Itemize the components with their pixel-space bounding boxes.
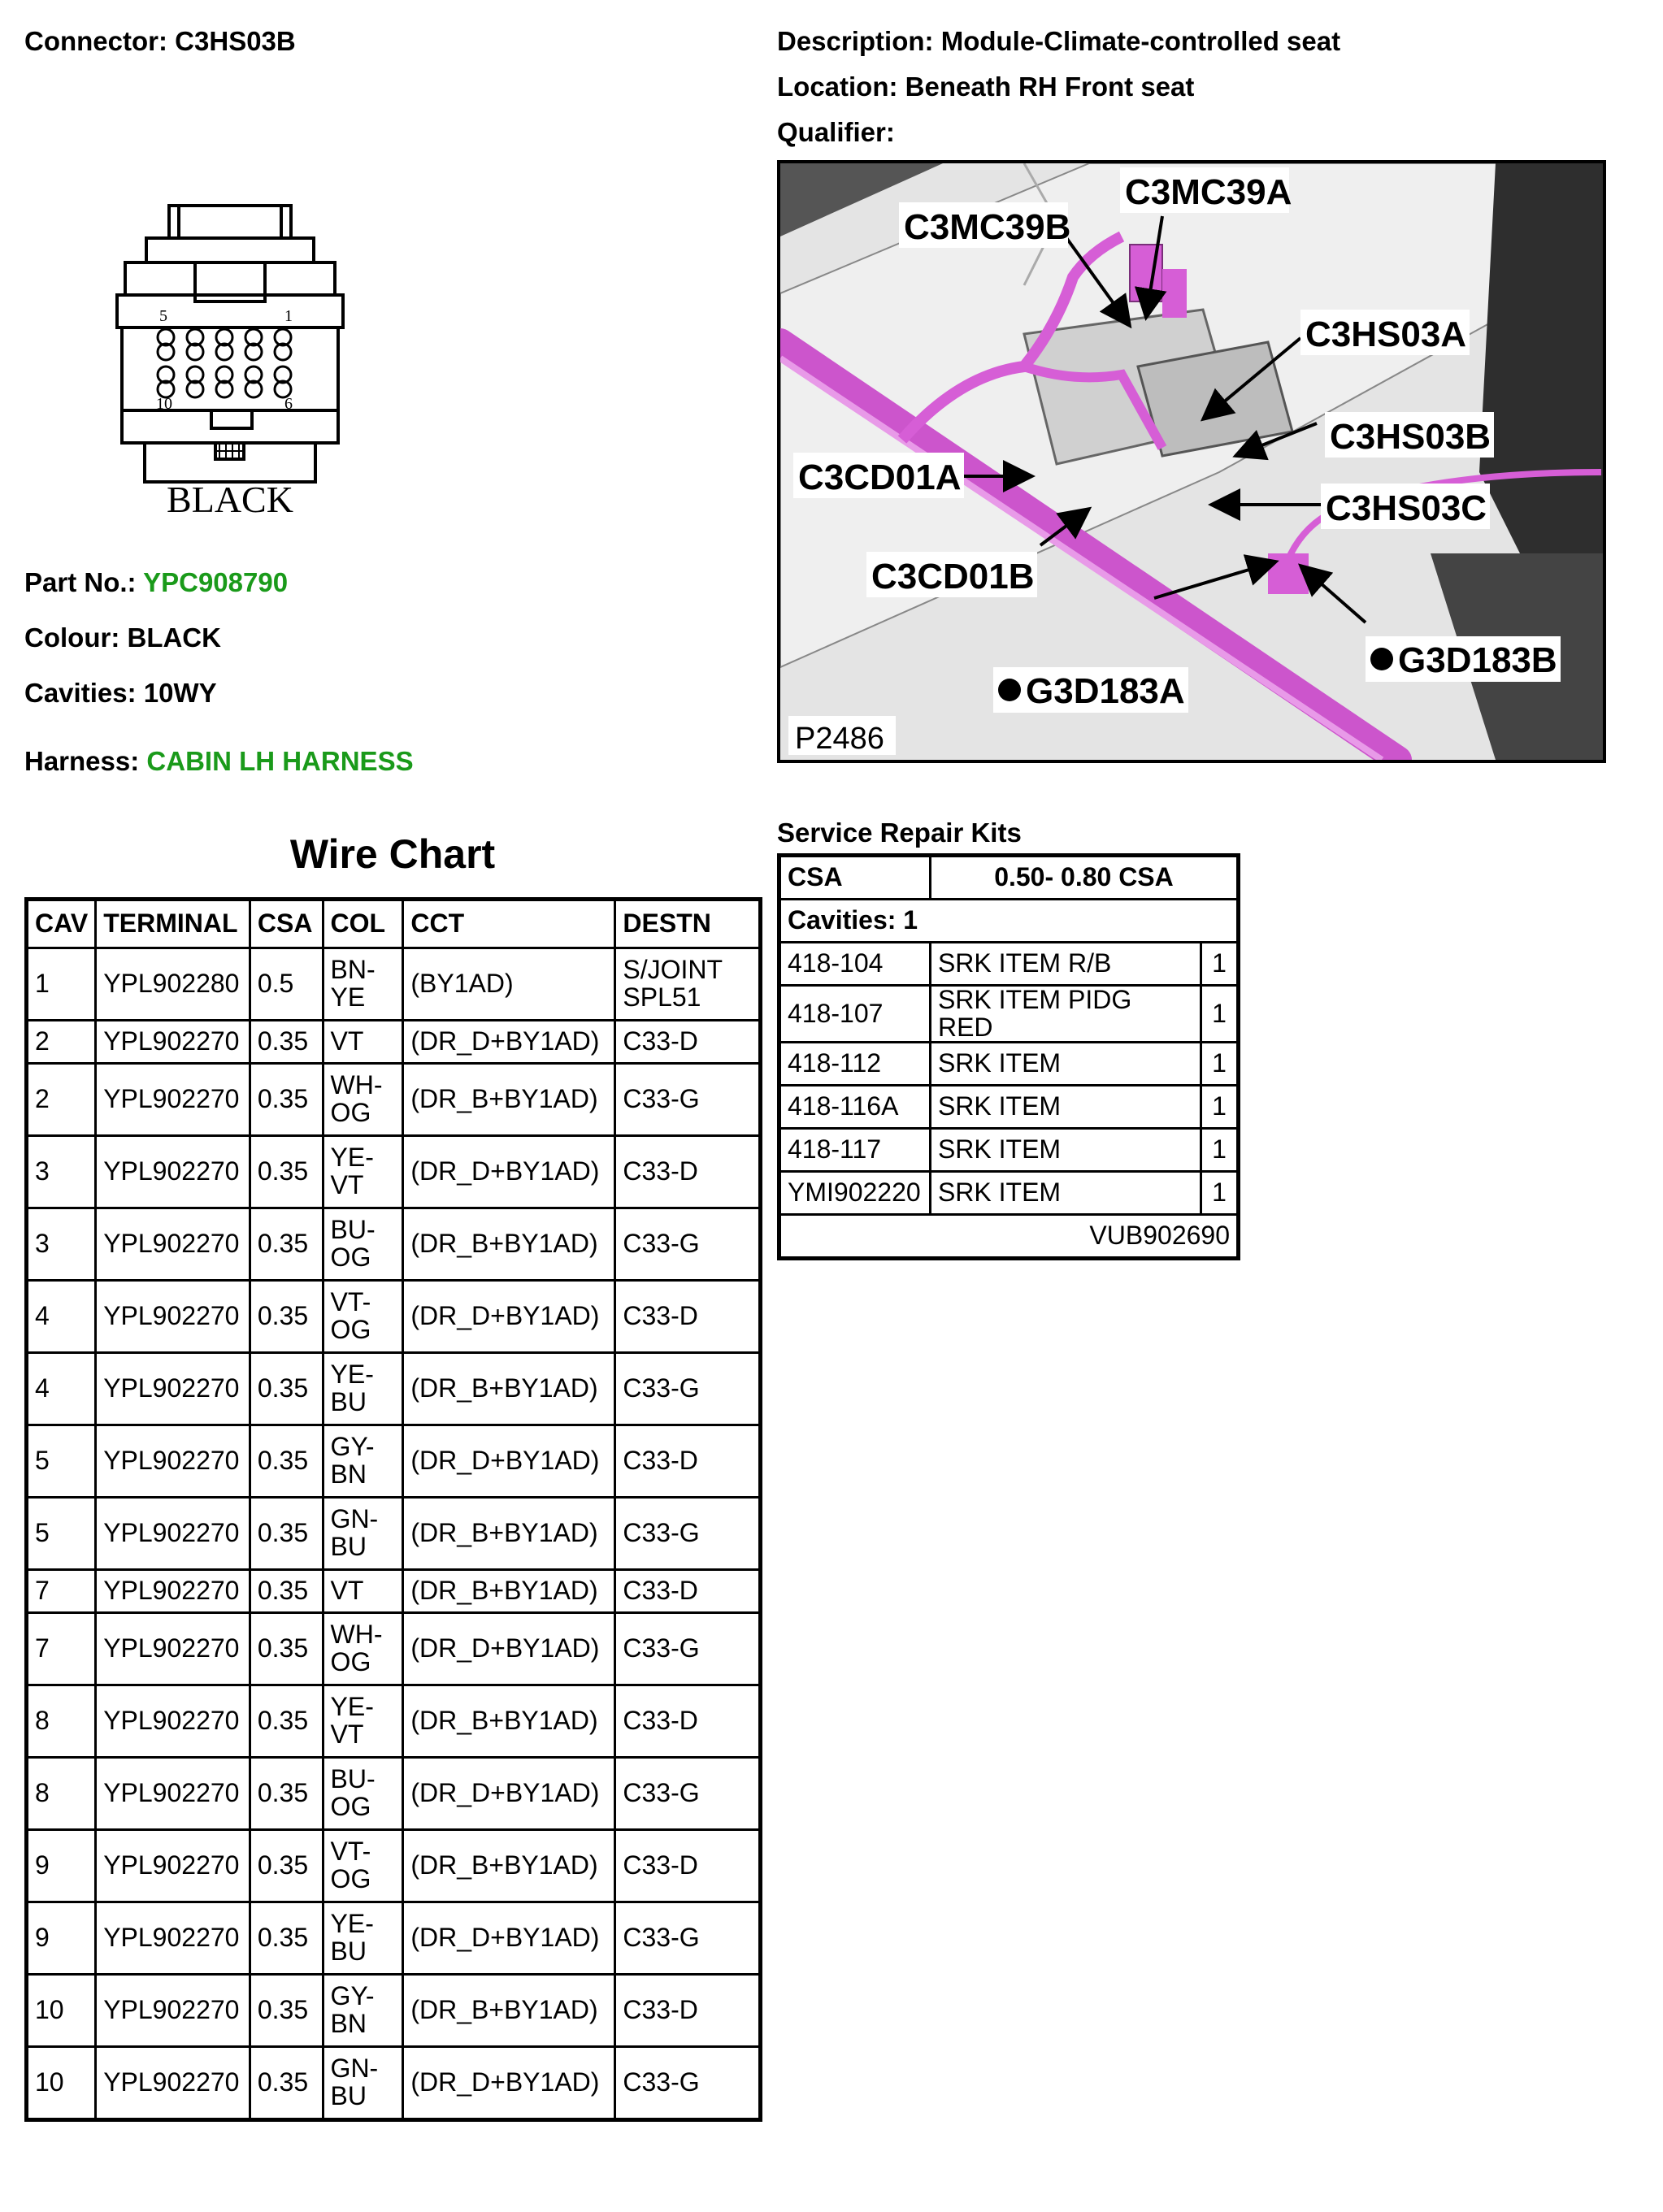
col-header-cct: CCT — [403, 900, 615, 948]
kit-desc: SRK ITEM — [930, 1086, 1201, 1129]
cell-col-line-2: VT — [330, 1170, 364, 1199]
cell-cav: 7 — [27, 1570, 96, 1613]
table-row — [27, 1021, 761, 1064]
cell-terminal: YPL902270 — [96, 1281, 250, 1353]
harness-line — [24, 746, 414, 777]
callout-c3mc39a: C3MC39A — [1125, 172, 1292, 212]
table-row — [27, 1830, 761, 1902]
cell-destn-line-1: C33-D — [623, 1446, 698, 1476]
cell-col — [323, 1208, 403, 1281]
table-row — [27, 1208, 761, 1281]
cell-cav: 8 — [27, 1685, 96, 1758]
table-row — [27, 1902, 761, 1975]
cell-csa: 0.35 — [250, 1613, 323, 1685]
cell-col-line-1: YE- — [330, 1143, 374, 1173]
cell-terminal: YPL902270 — [96, 1064, 250, 1136]
cell-cav: 10 — [27, 2047, 96, 2120]
cell-destn-line-1: C33-G — [623, 1633, 700, 1663]
cell-destn-line-1: C33-D — [623, 1576, 698, 1606]
colour-line — [24, 622, 221, 653]
cell-cav: 4 — [27, 1353, 96, 1425]
cell-col-line-2: OG — [330, 1792, 371, 1821]
cell-cav: 5 — [27, 1425, 96, 1498]
qualifier-line — [777, 117, 895, 148]
cell-terminal: YPL902270 — [96, 1021, 250, 1064]
cell-csa: 0.35 — [250, 1498, 323, 1570]
cell-col-line-1: VT- — [330, 1287, 371, 1317]
part-number-value: YPC908790 — [143, 567, 289, 597]
kit-desc: SRK ITEM PIDG RED — [930, 986, 1201, 1043]
kit-row — [779, 1043, 1239, 1086]
cell-terminal: YPL902270 — [96, 1685, 250, 1758]
connector-value: C3HS03B — [175, 26, 296, 56]
cell-cct: (DR_B+BY1AD) — [403, 1064, 615, 1136]
cell-terminal: YPL902270 — [96, 1613, 250, 1685]
callout-c3hs03a: C3HS03A — [1305, 314, 1467, 354]
kit-qty: 1 — [1201, 1172, 1239, 1215]
cell-destn — [615, 1975, 761, 2047]
cell-destn-line-1: C33-D — [623, 1301, 698, 1331]
kit-row — [779, 1086, 1239, 1129]
cell-col-line-1: WH- — [330, 1070, 383, 1100]
location-image — [777, 160, 1606, 763]
pin-1-label: 1 — [284, 307, 293, 325]
cell-col-line-2: OG — [330, 1315, 371, 1344]
connector-label: Connector: — [24, 26, 167, 56]
connector-face-drawing — [114, 199, 350, 516]
kits-cavities-label: Cavities: 1 — [779, 900, 1239, 943]
description-line — [777, 26, 1340, 57]
cell-cct: (DR_D+BY1AD) — [403, 1613, 615, 1685]
table-row — [27, 948, 761, 1021]
qualifier-label: Qualifier: — [777, 117, 895, 147]
cell-cav: 7 — [27, 1613, 96, 1685]
cell-terminal: YPL902270 — [96, 2047, 250, 2120]
table-row — [27, 1498, 761, 1570]
cell-terminal: YPL902270 — [96, 1902, 250, 1975]
cavities-value: 10WY — [143, 678, 217, 708]
connector-face-icon — [114, 199, 350, 516]
cell-terminal: YPL902270 — [96, 1353, 250, 1425]
kit-qty: 1 — [1201, 1129, 1239, 1172]
table-row — [27, 1685, 761, 1758]
cell-col — [323, 1498, 403, 1570]
cell-destn — [615, 1353, 761, 1425]
cell-csa: 0.35 — [250, 1208, 323, 1281]
cell-cct: (DR_B+BY1AD) — [403, 1830, 615, 1902]
cell-terminal: YPL902270 — [96, 1975, 250, 2047]
kits-footer-code: VUB902690 — [779, 1215, 1239, 1259]
cell-col-line-2: VT — [330, 1720, 364, 1749]
cell-col-line-1: BU- — [330, 1764, 376, 1794]
kit-desc: SRK ITEM R/B — [930, 943, 1201, 986]
wire-chart-title: Wire Chart — [289, 831, 496, 877]
cell-cav: 4 — [27, 1281, 96, 1353]
cell-col-line-1: GN- — [330, 2054, 379, 2084]
kit-code: 418-112 — [779, 1043, 931, 1086]
kits-csa-row — [779, 856, 1239, 900]
cell-col — [323, 1064, 403, 1136]
cell-cav: 9 — [27, 1902, 96, 1975]
cell-destn-line-1: C33-G — [623, 1229, 700, 1259]
cell-csa: 0.35 — [250, 1425, 323, 1498]
cell-csa: 0.35 — [250, 1830, 323, 1902]
cell-terminal: YPL902270 — [96, 1425, 250, 1498]
table-row — [27, 1570, 761, 1613]
callout-c3cd01a: C3CD01A — [798, 458, 962, 497]
cell-destn — [615, 1570, 761, 1613]
cell-cav: 9 — [27, 1830, 96, 1902]
kit-row — [779, 986, 1239, 1043]
cell-csa: 0.35 — [250, 1353, 323, 1425]
wire-chart-body — [27, 948, 761, 2120]
cell-col-line-1: GY- — [330, 1432, 375, 1462]
kits-footer-row — [779, 1215, 1239, 1259]
col-header-cav: CAV — [27, 900, 96, 948]
colour-value: BLACK — [127, 622, 221, 653]
col-header-csa: CSA — [250, 900, 323, 948]
cell-col — [323, 1902, 403, 1975]
image-code: P2486 — [795, 722, 884, 756]
cell-csa: 0.35 — [250, 1136, 323, 1208]
kit-qty: 1 — [1201, 943, 1239, 986]
col-header-terminal: TERMINAL — [96, 900, 250, 948]
connector-header — [24, 26, 296, 57]
cell-col-line-1: VT- — [330, 1837, 371, 1867]
cell-cav: 1 — [27, 948, 96, 1021]
cell-col — [323, 1353, 403, 1425]
cell-destn — [615, 1758, 761, 1830]
cell-cav: 10 — [27, 1975, 96, 2047]
cell-cct: (DR_B+BY1AD) — [403, 1353, 615, 1425]
cavities-line — [24, 678, 217, 709]
table-row — [27, 1975, 761, 2047]
table-row — [27, 1613, 761, 1685]
cell-col-line-2: BU — [330, 1387, 367, 1416]
table-row — [27, 1281, 761, 1353]
cell-cct: (DR_B+BY1AD) — [403, 1570, 615, 1613]
cell-col — [323, 1613, 403, 1685]
part-number-line — [24, 567, 288, 598]
cell-cav: 2 — [27, 1064, 96, 1136]
cell-terminal: YPL902270 — [96, 1758, 250, 1830]
wire-chart-header-row — [27, 900, 761, 948]
kit-qty: 1 — [1201, 1043, 1239, 1086]
cell-terminal: YPL902270 — [96, 1498, 250, 1570]
repair-kits-body — [779, 856, 1239, 1259]
colour-label: Colour: — [24, 622, 120, 653]
cell-col — [323, 1830, 403, 1902]
cell-destn-line-1: C33-G — [623, 1778, 700, 1808]
cell-col — [323, 1425, 403, 1498]
cell-csa: 0.35 — [250, 1685, 323, 1758]
cell-col-line-2: BU — [330, 2081, 367, 2110]
cell-col-line-2: OG — [330, 1647, 371, 1676]
pin-10-label: 10 — [156, 395, 172, 413]
cell-destn-line-1: C33-D — [623, 1995, 698, 2025]
cell-destn — [615, 1685, 761, 1758]
cell-col — [323, 1685, 403, 1758]
col-header-destn: DESTN — [615, 900, 761, 948]
table-row — [27, 1353, 761, 1425]
cell-cct: (DR_D+BY1AD) — [403, 1136, 615, 1208]
harness-label: Harness: — [24, 746, 140, 776]
kit-qty: 1 — [1201, 1086, 1239, 1129]
cell-col — [323, 1021, 403, 1064]
part-number-label: Part No.: — [24, 567, 137, 597]
cell-cct: (DR_D+BY1AD) — [403, 1021, 615, 1064]
table-row — [27, 2047, 761, 2120]
cell-destn-line-1: C33-G — [623, 1923, 700, 1953]
cell-csa: 0.5 — [250, 948, 323, 1021]
kit-row — [779, 1172, 1239, 1215]
kit-row — [779, 943, 1239, 986]
location-value: Beneath RH Front seat — [905, 72, 1195, 102]
cell-col — [323, 1281, 403, 1353]
cell-col-line-2: YE — [330, 982, 366, 1012]
repair-kits-title: Service Repair Kits — [777, 818, 1022, 848]
cavities-label: Cavities: — [24, 678, 137, 708]
kit-row — [779, 1129, 1239, 1172]
kits-csa-label: CSA — [779, 856, 931, 900]
cell-destn — [615, 1208, 761, 1281]
kit-code: 418-104 — [779, 943, 931, 986]
location-line — [777, 72, 1194, 102]
cell-cct: (DR_D+BY1AD) — [403, 1758, 615, 1830]
cell-col-line-2: BU — [330, 1937, 367, 1966]
kit-code: YMI902220 — [779, 1172, 931, 1215]
harness-value: CABIN LH HARNESS — [146, 746, 414, 776]
location-label: Location: — [777, 72, 898, 102]
cell-col — [323, 1758, 403, 1830]
pin-6-label: 6 — [284, 395, 293, 413]
kits-cavities-row — [779, 900, 1239, 943]
cell-col — [323, 2047, 403, 2120]
cell-cav: 3 — [27, 1208, 96, 1281]
cell-col-line-1: VT — [330, 1026, 364, 1056]
callout-g3d183b: G3D183B — [1398, 640, 1557, 680]
cell-terminal: YPL902270 — [96, 1830, 250, 1902]
cell-col-line-2: BN — [330, 1459, 367, 1489]
vehicle-floor-illustration — [780, 163, 1603, 760]
cell-cav: 8 — [27, 1758, 96, 1830]
callout-c3hs03b: C3HS03B — [1330, 417, 1491, 457]
cell-terminal: YPL902270 — [96, 1136, 250, 1208]
cell-destn — [615, 1136, 761, 1208]
cell-col — [323, 948, 403, 1021]
cell-csa: 0.35 — [250, 1758, 323, 1830]
cell-destn-line-1: C33-G — [623, 2067, 700, 2097]
kit-code: 418-116A — [779, 1086, 931, 1129]
kit-code: 418-117 — [779, 1129, 931, 1172]
cell-csa: 0.35 — [250, 1021, 323, 1064]
cell-cct: (DR_D+BY1AD) — [403, 1425, 615, 1498]
cell-destn-line-2: SPL51 — [623, 982, 701, 1012]
cell-csa: 0.35 — [250, 1281, 323, 1353]
cell-destn — [615, 2047, 761, 2120]
cell-terminal: YPL902280 — [96, 948, 250, 1021]
kit-code: 418-107 — [779, 986, 931, 1043]
cell-cct: (BY1AD) — [403, 948, 615, 1021]
cell-destn-line-1: C33-D — [623, 1156, 698, 1186]
callout-c3cd01b: C3CD01B — [871, 557, 1035, 596]
cell-col-line-2: BU — [330, 1532, 367, 1561]
cell-col — [323, 1136, 403, 1208]
cell-col — [323, 1570, 403, 1613]
kit-desc: SRK ITEM — [930, 1172, 1201, 1215]
cell-col-line-1: YE- — [330, 1909, 374, 1939]
cell-col-line-1: YE- — [330, 1692, 374, 1722]
cell-col-line-1: BU- — [330, 1215, 376, 1245]
cell-destn — [615, 1281, 761, 1353]
cell-col-line-2: OG — [330, 1243, 371, 1272]
cell-destn — [615, 1613, 761, 1685]
cell-destn — [615, 1425, 761, 1498]
wire-chart-table — [24, 897, 762, 2122]
description-value: Module-Climate-controlled seat — [940, 26, 1341, 56]
description-label: Description: — [777, 26, 934, 56]
cell-cav: 5 — [27, 1498, 96, 1570]
repair-kits-table — [777, 853, 1240, 1260]
table-row — [27, 1064, 761, 1136]
cell-destn-line-1: C33-G — [623, 1373, 700, 1403]
cell-col-line-2: OG — [330, 1864, 371, 1893]
cell-terminal: YPL902270 — [96, 1570, 250, 1613]
cell-col — [323, 1975, 403, 2047]
cell-cct: (DR_D+BY1AD) — [403, 1902, 615, 1975]
cell-destn — [615, 948, 761, 1021]
cell-cct: (DR_B+BY1AD) — [403, 1975, 615, 2047]
cell-destn-line-1: C33-D — [623, 1026, 698, 1056]
cell-destn-line-1: C33-G — [623, 1518, 700, 1548]
cell-col-line-1: WH- — [330, 1620, 383, 1650]
table-row — [27, 1136, 761, 1208]
kits-csa-value: 0.50- 0.80 CSA — [930, 856, 1238, 900]
cell-destn — [615, 1902, 761, 1975]
kit-qty: 1 — [1201, 986, 1239, 1043]
cell-destn — [615, 1021, 761, 1064]
cell-cct: (DR_D+BY1AD) — [403, 1281, 615, 1353]
cell-col-line-1: GN- — [330, 1504, 379, 1534]
table-row — [27, 1758, 761, 1830]
cell-cct: (DR_B+BY1AD) — [403, 1208, 615, 1281]
cell-col-line-1: GY- — [330, 1981, 375, 2011]
kit-desc: SRK ITEM — [930, 1129, 1201, 1172]
pin-5-label: 5 — [159, 307, 167, 325]
cell-destn-line-1: C33-D — [623, 1706, 698, 1736]
cell-col-line-2: BN — [330, 2009, 367, 2038]
table-row — [27, 1425, 761, 1498]
cell-cav: 2 — [27, 1021, 96, 1064]
connector-colour-caption: BLACK — [167, 479, 293, 516]
cell-cct: (DR_B+BY1AD) — [403, 1498, 615, 1570]
callout-c3mc39b: C3MC39B — [904, 207, 1071, 247]
cell-csa: 0.35 — [250, 1975, 323, 2047]
cell-csa: 0.35 — [250, 1064, 323, 1136]
callout-c3hs03c: C3HS03C — [1326, 488, 1487, 528]
cell-csa: 0.35 — [250, 1570, 323, 1613]
cell-cct: (DR_D+BY1AD) — [403, 2047, 615, 2120]
cell-destn — [615, 1498, 761, 1570]
cell-col-line-2: OG — [330, 1098, 371, 1127]
cell-destn-line-1: C33-G — [623, 1084, 700, 1114]
cell-cav: 3 — [27, 1136, 96, 1208]
cell-destn-line-1: S/JOINT — [623, 955, 723, 985]
cell-csa: 0.35 — [250, 2047, 323, 2120]
col-header-col: COL — [323, 900, 403, 948]
kit-desc: SRK ITEM — [930, 1043, 1201, 1086]
cell-csa: 0.35 — [250, 1902, 323, 1975]
cell-destn — [615, 1830, 761, 1902]
cell-terminal: YPL902270 — [96, 1208, 250, 1281]
cell-col-line-1: BN- — [330, 955, 376, 985]
cell-col-line-1: YE- — [330, 1360, 374, 1390]
cell-destn — [615, 1064, 761, 1136]
cell-cct: (DR_B+BY1AD) — [403, 1685, 615, 1758]
cell-destn-line-1: C33-D — [623, 1850, 698, 1880]
cell-col-line-1: VT — [330, 1576, 364, 1606]
callout-g3d183a: G3D183A — [1026, 671, 1185, 711]
